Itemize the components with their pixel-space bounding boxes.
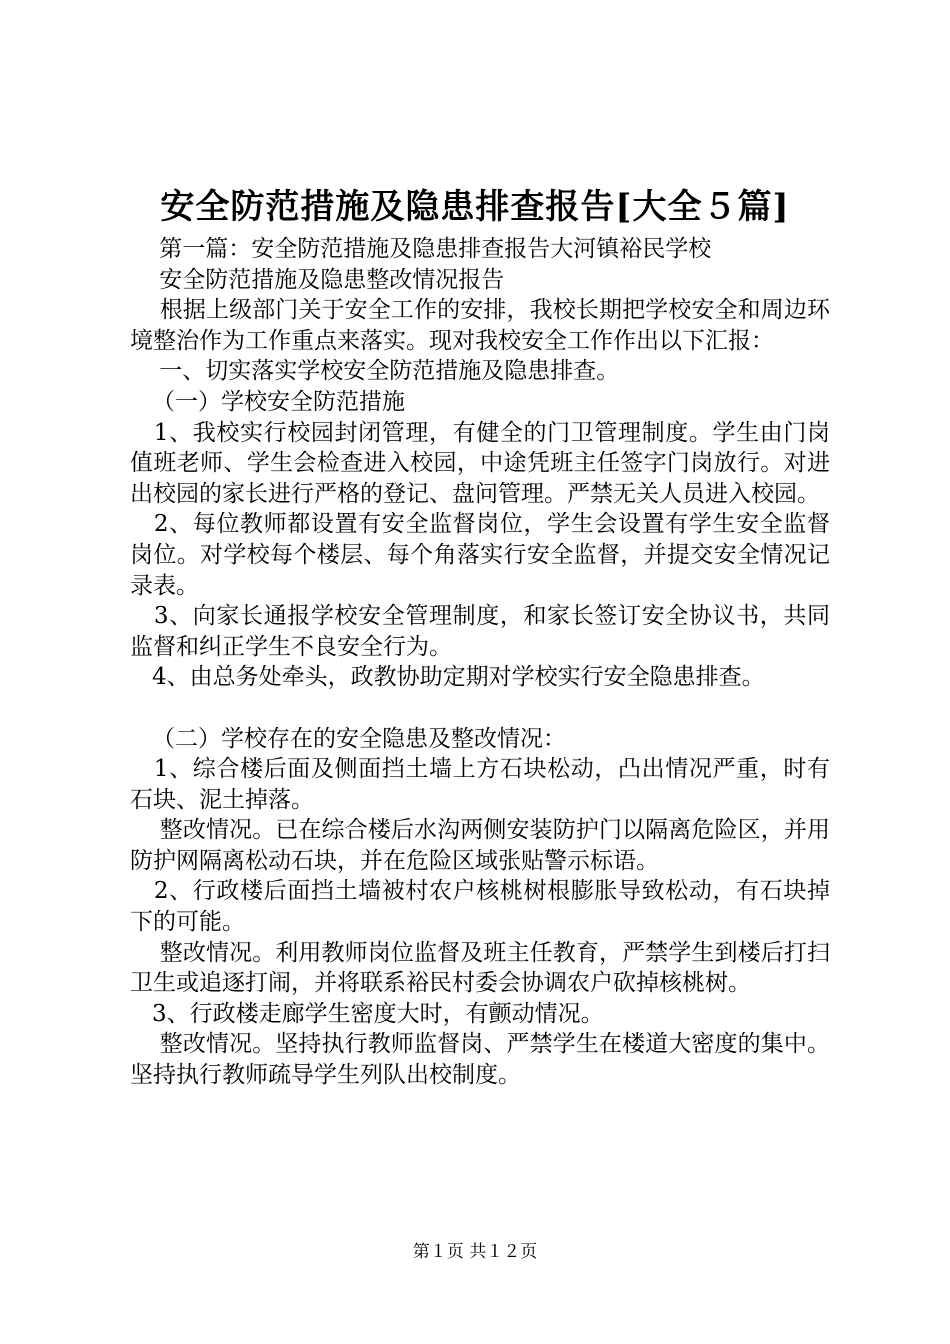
- paragraph: 1、综合楼后面及侧面挡土墙上方石块松动，凸出情况严重，时有石块、泥土掉落。: [130, 756, 831, 813]
- paragraph: 4、由总务处牵头，政教协助定期对学校实行安全隐患排查。: [130, 664, 765, 691]
- page-number: 第１页 共１２页: [412, 1242, 538, 1262]
- paragraph: 2、行政楼后面挡土墙被村农户核桃树根膨胀导致松动，有石块掉下的可能。: [130, 878, 831, 936]
- paragraph: 3、行政楼走廊学生密度大时，有颤动情况。: [130, 1000, 604, 1027]
- document-title: 安全防范措施及隐患排查报告[大全５篇]: [160, 187, 790, 227]
- paragraph: 第一篇：安全防范措施及隐患排查报告大河镇裕民学校: [130, 236, 712, 262]
- paragraph: （二）学校存在的安全隐患及整改情况：: [130, 725, 566, 752]
- paragraph: 2、每位教师都设置有安全监督岗位，学生会设置有学生安全监督岗位。对学校每个楼层、每个角落实行安全监督，并提交安全情况记录表。: [130, 511, 831, 599]
- paragraph: 3、向家长通报学校安全管理制度，和家长签订安全协议书，共同监督和纠正学生不良安全行为。: [130, 603, 831, 660]
- paragraph: （一）学校安全防范措施: [130, 388, 405, 415]
- paragraph: 安全防范措施及隐患整改情况报告: [130, 266, 505, 293]
- document-body: [130, 234, 830, 1091]
- paragraph: 根据上级部门关于安全工作的安排，我校长期把学校安全和周边环境整治作为工作重点来落实。现对我校安全工作作出以下汇报：: [130, 297, 830, 354]
- paragraph: 一、切实落实学校安全防范措施及隐患排查。: [130, 358, 620, 385]
- paragraph: 1、我校实行校园封闭管理，有健全的门卫管理制度。学生由门岗值班老师、学生会检查进入校园，中途凭班主任签字门岗放行。对进出校园的家长进行严格的登记、盘问管理。严禁无关人员进入校园。: [130, 419, 831, 507]
- paragraph: 整改情况。坚持执行教师监督岗、严禁学生在楼道大密度的集中。坚持执行教师疏导学生列队出校制度。: [130, 1031, 830, 1089]
- paragraph: 整改情况。利用教师岗位监督及班主任教育，严禁学生到楼后打扫卫生或追逐打闹，并将联系裕民村委会协调农户砍掉核桃树。: [130, 939, 830, 997]
- blank-line: [130, 693, 830, 724]
- paragraph: 整改情况。已在综合楼后水沟两侧安装防护门以隔离危险区，并用防护网隔离松动石块，并在危险区域张贴警示标语。: [130, 817, 830, 874]
